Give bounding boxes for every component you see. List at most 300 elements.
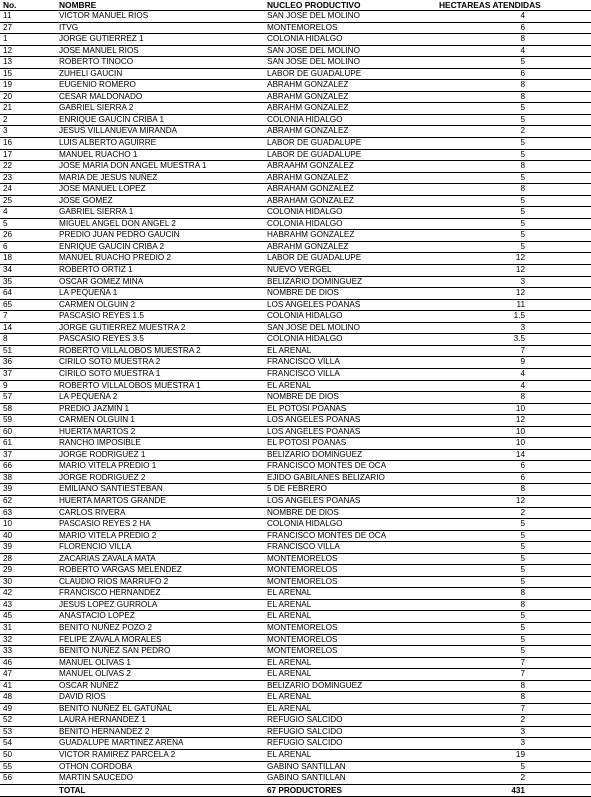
table-row	[0, 57, 591, 69]
cell-nucleo: COLONIA HIDALGO	[265, 218, 437, 230]
cell-nombre: JESUS VILLANUEVA MIRANDA	[57, 126, 265, 138]
cell-no: 50	[0, 750, 57, 762]
cell-no: 41	[0, 680, 57, 692]
cell-nucleo: MONTEMORELOS	[265, 622, 437, 634]
cell-nombre: LA PEQUEÑA 1	[57, 288, 265, 300]
table-row	[0, 265, 591, 277]
cell-no: 38	[0, 472, 57, 484]
cell-hectareas: 5	[437, 530, 591, 542]
cell-nucleo: EL ARENAL	[265, 669, 437, 681]
cell-nombre: ROBERTO ORTIZ 1	[57, 265, 265, 277]
cell-hectareas: 1.5	[437, 311, 591, 323]
cell-nucleo: REFUGIO SALCIDO	[265, 715, 437, 727]
cell-nombre: MARIO VITELA PREDIO 1	[57, 461, 265, 473]
cell-no: 55	[0, 761, 57, 773]
table-row	[0, 461, 591, 473]
table-row	[0, 403, 591, 415]
cell-nucleo: NOMBRE DE DIOS	[265, 392, 437, 404]
cell-no: 57	[0, 392, 57, 404]
cell-nucleo: EL ARENAL	[265, 611, 437, 623]
table-row	[0, 692, 591, 704]
cell-no: 13	[0, 57, 57, 69]
cell-hectareas: 9	[437, 357, 591, 369]
cell-hectareas: 5	[437, 138, 591, 150]
cell-hectareas: 5	[437, 218, 591, 230]
table-row	[0, 288, 591, 300]
cell-hectareas: 4	[437, 11, 591, 23]
cell-no: 12	[0, 45, 57, 57]
cell-nombre: JOSE MANUEL RIOS	[57, 45, 265, 57]
table-row	[0, 34, 591, 46]
cell-nucleo: EL POTOSI POANAS	[265, 403, 437, 415]
table-body	[0, 11, 591, 785]
cell-no: 14	[0, 322, 57, 334]
cell-hectareas: 12	[437, 495, 591, 507]
cell-nombre: ENRIQUE GAUCIN CRIBA 2	[57, 241, 265, 253]
total-hectareas: 431	[437, 784, 591, 796]
cell-hectareas: 2	[437, 715, 591, 727]
cell-nombre: GABRIEL SIERRA 1	[57, 207, 265, 219]
cell-nucleo: LOS ANGELES POANAS	[265, 415, 437, 427]
cell-hectareas: 5	[437, 103, 591, 115]
header-nucleo-productivo: NUCLEO PRODUCTIVO	[265, 0, 437, 11]
cell-nombre: DAVID RIOS	[57, 692, 265, 704]
table-row	[0, 392, 591, 404]
cell-hectareas: 10	[437, 426, 591, 438]
cell-nombre: MANUEL OLIVAS 2	[57, 669, 265, 681]
cell-nombre: ROBERTO VARGAS MELENDEZ	[57, 565, 265, 577]
cell-no: 66	[0, 461, 57, 473]
cell-no: 43	[0, 599, 57, 611]
cell-nucleo: ABRAHM GONZALEZ	[265, 80, 437, 92]
cell-nombre: ROBERTO VILLALOBOS MUESTRA 2	[57, 345, 265, 357]
cell-nombre: ZACARIAS ZAVALA MATA	[57, 553, 265, 565]
cell-nombre: PASCASIO REYES 2 HA	[57, 519, 265, 531]
cell-nombre: VICTOR RAMIREZ PARCELA 2	[57, 750, 265, 762]
cell-nucleo: ABRAHM GONZALEZ	[265, 126, 437, 138]
cell-nucleo: EL POTOSI POANAS	[265, 438, 437, 450]
table-row	[0, 472, 591, 484]
cell-nucleo: LABOR DE GUADALUPE	[265, 68, 437, 80]
cell-hectareas: 6	[437, 22, 591, 34]
cell-no: 19	[0, 80, 57, 92]
cell-hectareas: 5	[437, 207, 591, 219]
cell-hectareas: 6	[437, 461, 591, 473]
table-row	[0, 357, 591, 369]
cell-hectareas: 2	[437, 507, 591, 519]
cell-nucleo: LABOR DE GUADALUPE	[265, 253, 437, 265]
cell-hectareas: 6	[437, 472, 591, 484]
cell-hectareas: 7	[437, 657, 591, 669]
cell-nombre: JESUS LOPEZ GURROLA	[57, 599, 265, 611]
cell-hectareas: 4	[437, 380, 591, 392]
cell-nombre: MANUEL RUACHO 1	[57, 149, 265, 161]
cell-no: 35	[0, 276, 57, 288]
table-row	[0, 334, 591, 346]
cell-hectareas: 5	[437, 230, 591, 242]
cell-no: 56	[0, 773, 57, 785]
cell-nucleo: NOMBRE DE DIOS	[265, 507, 437, 519]
table-row	[0, 114, 591, 126]
cell-no: 59	[0, 415, 57, 427]
cell-nombre: GABRIEL SIERRA 2	[57, 103, 265, 115]
cell-nombre: CIRILO SOTO MUESTRA 1	[57, 368, 265, 380]
table-row	[0, 726, 591, 738]
cell-no: 21	[0, 103, 57, 115]
table-row	[0, 738, 591, 750]
cell-no: 2	[0, 114, 57, 126]
cell-hectareas: 11	[437, 299, 591, 311]
cell-hectareas: 4	[437, 368, 591, 380]
cell-no: 39	[0, 484, 57, 496]
cell-hectareas: 8	[437, 91, 591, 103]
cell-nombre: ZUHELI GAUCIN	[57, 68, 265, 80]
cell-nucleo: NUEVO VERGEL	[265, 265, 437, 277]
table-row	[0, 299, 591, 311]
cell-hectareas: 5	[437, 565, 591, 577]
cell-nombre: MIGUEL ANGEL DON ANGEL 2	[57, 218, 265, 230]
cell-nombre: BENITO NUÑEZ EL GATUÑAL	[57, 703, 265, 715]
cell-nucleo: ABRAHM GONZALEZ	[265, 241, 437, 253]
cell-no: 10	[0, 519, 57, 531]
cell-hectareas: 14	[437, 449, 591, 461]
cell-nombre: HUERTA MARTOS 2	[57, 426, 265, 438]
cell-hectareas: 8	[437, 484, 591, 496]
cell-hectareas: 3.5	[437, 334, 591, 346]
cell-no: 48	[0, 692, 57, 704]
cell-no: 42	[0, 588, 57, 600]
table-row	[0, 368, 591, 380]
cell-nucleo: FRANCISCO MONTES DE OCA	[265, 530, 437, 542]
cell-nucleo: EL ARENAL	[265, 588, 437, 600]
table-row	[0, 565, 591, 577]
table-row	[0, 542, 591, 554]
cell-nucleo: GABINO SANTILLAN	[265, 773, 437, 785]
cell-hectareas: 5	[437, 622, 591, 634]
table-row	[0, 230, 591, 242]
cell-nucleo: 5 DE FEBRERO	[265, 484, 437, 496]
cell-nucleo: NOMBRE DE DIOS	[265, 288, 437, 300]
cell-hectareas: 10	[437, 403, 591, 415]
cell-nucleo: REFUGIO SALCIDO	[265, 738, 437, 750]
table-row	[0, 45, 591, 57]
table-row	[0, 634, 591, 646]
cell-no: 51	[0, 345, 57, 357]
cell-nombre: BENITO HERNANDEZ 2	[57, 726, 265, 738]
cell-no: 49	[0, 703, 57, 715]
cell-no: 32	[0, 634, 57, 646]
cell-no: 6	[0, 241, 57, 253]
cell-hectareas: 8	[437, 34, 591, 46]
cell-nombre: CESAR MALDONADO	[57, 91, 265, 103]
cell-hectareas: 12	[437, 288, 591, 300]
cell-no: 39	[0, 542, 57, 554]
cell-hectareas: 8	[437, 680, 591, 692]
cell-nombre: VICTOR MANUEL RIOS	[57, 11, 265, 23]
cell-nombre: CARLOS RIVERA	[57, 507, 265, 519]
cell-nucleo: FRANCISCO VILLA	[265, 542, 437, 554]
cell-no: 3	[0, 126, 57, 138]
cell-no: 61	[0, 438, 57, 450]
table-row	[0, 126, 591, 138]
cell-hectareas: 19	[437, 750, 591, 762]
cell-nombre: FRANCISCO HERNANDEZ	[57, 588, 265, 600]
cell-hectareas: 7	[437, 669, 591, 681]
table-row	[0, 588, 591, 600]
table-row	[0, 207, 591, 219]
table-row	[0, 22, 591, 34]
cell-nombre: FLORENCIO VILLA	[57, 542, 265, 554]
header-row	[0, 0, 591, 11]
cell-hectareas: 12	[437, 415, 591, 427]
cell-nucleo: LOS ANGELES POANAS	[265, 495, 437, 507]
cell-hectareas: 8	[437, 184, 591, 196]
table-row	[0, 276, 591, 288]
cell-nombre: MARIA DE JESUS NUÑEZ	[57, 172, 265, 184]
cell-no: 40	[0, 530, 57, 542]
cell-nombre: JORGE GUTIERREZ 1	[57, 34, 265, 46]
cell-nucleo: LOS ANGELES POANAS	[265, 299, 437, 311]
total-row	[0, 784, 591, 796]
table-row	[0, 138, 591, 150]
cell-nucleo: SAN JOSE DEL MOLINO	[265, 11, 437, 23]
cell-nombre: OTHON CORDOBA	[57, 761, 265, 773]
table-row	[0, 449, 591, 461]
cell-nucleo: ABRAHM GONZALEZ	[265, 172, 437, 184]
cell-no: 58	[0, 403, 57, 415]
cell-no: 37	[0, 449, 57, 461]
cell-no: 28	[0, 553, 57, 565]
cell-hectareas: 8	[437, 161, 591, 173]
cell-nucleo: FRANCISCO VILLA	[265, 368, 437, 380]
table-row	[0, 253, 591, 265]
cell-nucleo: BELIZARIO DOMINGUEZ	[265, 449, 437, 461]
table-row	[0, 611, 591, 623]
cell-nombre: PASCASIO REYES 3.5	[57, 334, 265, 346]
cell-no: 53	[0, 726, 57, 738]
cell-no: 64	[0, 288, 57, 300]
cell-nucleo: EL ARENAL	[265, 345, 437, 357]
table-row	[0, 415, 591, 427]
cell-nucleo: BELIZARIO DOMINGUEZ	[265, 680, 437, 692]
table-row	[0, 322, 591, 334]
table-row	[0, 68, 591, 80]
cell-no: 45	[0, 611, 57, 623]
cell-hectareas: 5	[437, 576, 591, 588]
cell-nombre: EMILIANO SANTIESTEBAN	[57, 484, 265, 496]
cell-hectareas: 3	[437, 726, 591, 738]
table-row	[0, 750, 591, 762]
cell-hectareas: 6	[437, 68, 591, 80]
cell-nombre: CLAUDIO RIOS MARRUFO 2	[57, 576, 265, 588]
cell-nucleo: EL ARENAL	[265, 750, 437, 762]
cell-nombre: JOSE GOMEZ	[57, 195, 265, 207]
cell-hectareas: 5	[437, 761, 591, 773]
cell-no: 9	[0, 380, 57, 392]
header-nombre: NOMBRE	[57, 0, 265, 11]
cell-nombre: CARMEN OLGUIN 1	[57, 415, 265, 427]
cell-nombre: ROBERTO TINOCO	[57, 57, 265, 69]
cell-nombre: JORGE GUTIERREZ MUESTRA 2	[57, 322, 265, 334]
cell-nombre: LA PEQUEÑA 2	[57, 392, 265, 404]
cell-no: 7	[0, 311, 57, 323]
cell-hectareas: 7	[437, 703, 591, 715]
cell-no: 30	[0, 576, 57, 588]
table-row	[0, 103, 591, 115]
cell-no: 1	[0, 34, 57, 46]
cell-hectareas: 5	[437, 241, 591, 253]
cell-nombre: ANASTACIO LOPEZ	[57, 611, 265, 623]
table-row	[0, 438, 591, 450]
cell-no: 16	[0, 138, 57, 150]
table-row	[0, 773, 591, 785]
table-row	[0, 426, 591, 438]
table-row	[0, 680, 591, 692]
cell-no: 31	[0, 622, 57, 634]
header-hectareas-atendidas: HECTAREAS ATENDIDAS	[437, 0, 591, 11]
cell-nucleo: MONTEMORELOS	[265, 646, 437, 658]
cell-hectareas: 2	[437, 773, 591, 785]
cell-nucleo: LOS ANGELES POANAS	[265, 426, 437, 438]
cell-nombre: PREDIO JUAN PEDRO GAUCIN	[57, 230, 265, 242]
table-row	[0, 576, 591, 588]
table-header	[0, 0, 591, 11]
cell-hectareas: 3	[437, 738, 591, 750]
cell-hectareas: 7	[437, 345, 591, 357]
cell-nombre: JOSE MANUEL LOPEZ	[57, 184, 265, 196]
cell-nucleo: SAN JOSE DEL MOLINO	[265, 322, 437, 334]
cell-nombre: BENITO NUÑEZ POZO 2	[57, 622, 265, 634]
cell-nucleo: EL ARENAL	[265, 657, 437, 669]
cell-no: 27	[0, 22, 57, 34]
table-row	[0, 195, 591, 207]
table-row	[0, 495, 591, 507]
cell-nucleo: MONTEMORELOS	[265, 22, 437, 34]
table-row	[0, 553, 591, 565]
cell-nucleo: GABINO SANTILLAN	[265, 761, 437, 773]
cell-nombre: ITVG	[57, 22, 265, 34]
table-row	[0, 622, 591, 634]
cell-nucleo: COLONIA HIDALGO	[265, 207, 437, 219]
table-row	[0, 646, 591, 658]
cell-no: 4	[0, 207, 57, 219]
cell-nombre: PASCASIO REYES 1.5	[57, 311, 265, 323]
cell-nombre: FELIPE ZAVALA MORALES	[57, 634, 265, 646]
cell-nucleo: HABRAHM GONZALEZ	[265, 230, 437, 242]
cell-hectareas: 10	[437, 438, 591, 450]
cell-no: 63	[0, 507, 57, 519]
cell-nombre: RANCHO IMPOSIBLE	[57, 438, 265, 450]
cell-hectareas: 12	[437, 253, 591, 265]
cell-nombre: JORGE RODRIGUEZ 2	[57, 472, 265, 484]
cell-nombre: MARTIN SAUCEDO	[57, 773, 265, 785]
cell-nucleo: EJIDO GABILANES BELIZARIO	[265, 472, 437, 484]
cell-no: 26	[0, 230, 57, 242]
cell-no: 34	[0, 265, 57, 277]
table-row	[0, 761, 591, 773]
cell-nucleo: SAN JOSE DEL MOLINO	[265, 57, 437, 69]
cell-nombre: MANUEL OLIVAS 1	[57, 657, 265, 669]
cell-no: 18	[0, 253, 57, 265]
cell-no: 62	[0, 495, 57, 507]
cell-no: 15	[0, 68, 57, 80]
cell-nucleo: LABOR DE GUADALUPE	[265, 149, 437, 161]
table-row	[0, 241, 591, 253]
cell-no: 47	[0, 669, 57, 681]
cell-hectareas: 3	[437, 322, 591, 334]
cell-no: 65	[0, 299, 57, 311]
cell-nucleo: MONTEMORELOS	[265, 634, 437, 646]
cell-hectareas: 5	[437, 195, 591, 207]
cell-nombre: EUGENIO ROMERO	[57, 80, 265, 92]
table-row	[0, 345, 591, 357]
total-productores: 67 PRODUCTORES	[265, 784, 437, 796]
cell-nucleo: SAN JOSE DEL MOLINO	[265, 45, 437, 57]
table-row	[0, 149, 591, 161]
cell-no: 60	[0, 426, 57, 438]
cell-nucleo: MONTEMORELOS	[265, 565, 437, 577]
table-row	[0, 519, 591, 531]
cell-nucleo: FRANCISCO MONTES DE OCA	[265, 461, 437, 473]
cell-hectareas: 5	[437, 149, 591, 161]
cell-nombre: OSCAR GOMEZ MINA	[57, 276, 265, 288]
cell-nucleo: ABRAHM GONZALEZ	[265, 103, 437, 115]
cell-nucleo: FRANCISCO VILLA	[265, 357, 437, 369]
cell-nucleo: COLONIA HIDALGO	[265, 334, 437, 346]
cell-hectareas: 8	[437, 692, 591, 704]
table-row	[0, 218, 591, 230]
cell-nombre: ENRIQUE GAUCIN CRIBA 1	[57, 114, 265, 126]
cell-nucleo: ABRAHAM GONZALEZ	[265, 195, 437, 207]
table-row	[0, 657, 591, 669]
cell-nombre: CARMEN OLGUIN 2	[57, 299, 265, 311]
table-row	[0, 311, 591, 323]
cell-nombre: PREDIO JAZMIN 1	[57, 403, 265, 415]
table-row	[0, 161, 591, 173]
cell-nombre: OSCAR NUÑEZ	[57, 680, 265, 692]
cell-no: 22	[0, 161, 57, 173]
cell-no: 17	[0, 149, 57, 161]
cell-hectareas: 5	[437, 542, 591, 554]
cell-nombre: MANUEL RUACHO PREDIO 2	[57, 253, 265, 265]
cell-hectareas: 3	[437, 276, 591, 288]
cell-hectareas: 12	[437, 265, 591, 277]
cell-nucleo: ABRAAHM GONZALEZ	[265, 161, 437, 173]
cell-hectareas: 5	[437, 634, 591, 646]
cell-hectareas: 5	[437, 646, 591, 658]
cell-no: 23	[0, 172, 57, 184]
cell-nucleo: BELIZARIO DOMINGUEZ	[265, 276, 437, 288]
cell-no: 25	[0, 195, 57, 207]
cell-no: 29	[0, 565, 57, 577]
cell-nucleo: EL ARENAL	[265, 599, 437, 611]
cell-no: 52	[0, 715, 57, 727]
cell-nucleo: EL ARENAL	[265, 703, 437, 715]
table-row	[0, 530, 591, 542]
cell-nucleo: COLONIA HIDALGO	[265, 114, 437, 126]
cell-nombre: LAURA HERNANDEZ 1	[57, 715, 265, 727]
cell-no: 20	[0, 91, 57, 103]
cell-no: 54	[0, 738, 57, 750]
cell-nucleo: REFUGIO SALCIDO	[265, 726, 437, 738]
cell-nucleo: MONTEMORELOS	[265, 553, 437, 565]
cell-nucleo: MONTEMORELOS	[265, 576, 437, 588]
table-row	[0, 703, 591, 715]
cell-nucleo: EL ARENAL	[265, 692, 437, 704]
cell-hectareas: 5	[437, 611, 591, 623]
cell-hectareas: 5	[437, 519, 591, 531]
cell-nombre: JOSE MARIA DON ANGEL MUESTRA 1	[57, 161, 265, 173]
